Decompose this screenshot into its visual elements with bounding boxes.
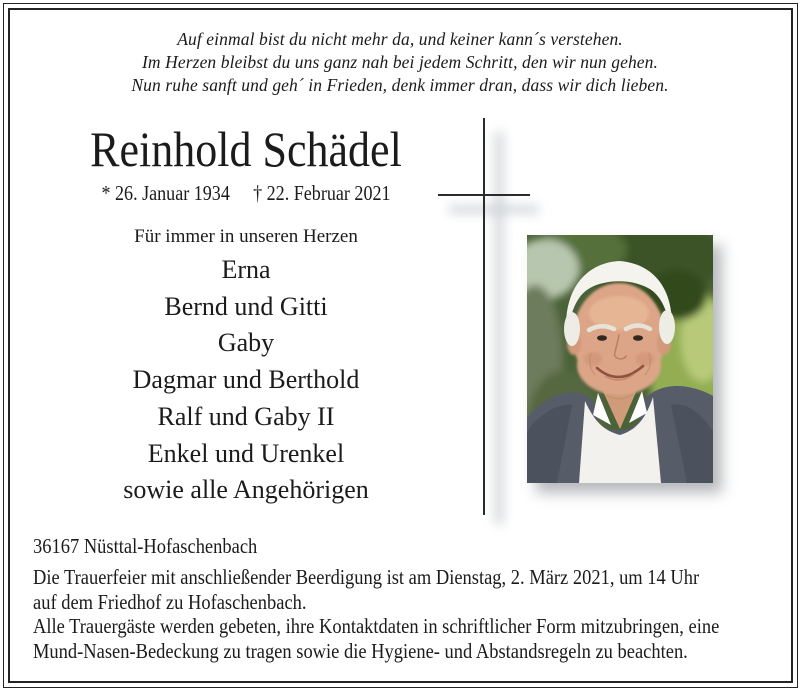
life-dates bbox=[43, 182, 449, 205]
dedication-text: Für immer in unseren Herzen bbox=[134, 226, 358, 247]
deceased-name: Reinhold Schädel bbox=[90, 121, 402, 177]
covid-info-line: Alle Trauergäste werden gebeten, ihre Kontaktdaten in schriftlicher Form mitzubringen, eine bbox=[33, 614, 720, 639]
funeral-info-line: Die Trauerfeier mit anschließender Beerdigung ist am Dienstag, 2. März 2021, um 14 Uhr bbox=[33, 565, 700, 589]
cross-shadow bbox=[493, 132, 505, 524]
verse-line: Im Herzen bleibst du uns ganz nah bei jedem Schritt, den wir nun gehen. bbox=[142, 52, 658, 72]
portrait-illustration bbox=[527, 235, 713, 483]
mourner-name: Dagmar und Berthold bbox=[132, 365, 360, 395]
verse-line: Auf einmal bist du nicht mehr da, und keiner kann´s verstehen. bbox=[177, 29, 623, 49]
memorial-cross-icon bbox=[483, 118, 485, 515]
mourners-list bbox=[10, 252, 482, 509]
mourner-name: Ralf und Gaby II bbox=[157, 401, 335, 431]
funeral-info-line: auf dem Friedhof zu Hofaschenbach. bbox=[33, 589, 307, 614]
location-text: 36167 Nüsttal-Hofaschenbach bbox=[33, 534, 258, 558]
mourner-name: Gaby bbox=[217, 328, 275, 358]
mourner-name: Enkel und Urenkel bbox=[147, 438, 345, 468]
portrait-photo bbox=[527, 235, 713, 483]
mourner-name: sowie alle Angehörigen bbox=[123, 475, 369, 505]
funeral-details bbox=[33, 534, 797, 664]
verse-line: Nun ruhe sanft und geh´ in Frieden, denk immer dran, dass wir dich lieben. bbox=[131, 75, 669, 95]
memorial-cross-icon bbox=[438, 194, 530, 196]
death-date: † 22. Februar 2021 bbox=[253, 181, 391, 205]
mourner-name: Erna bbox=[221, 255, 271, 284]
cross-shadow bbox=[449, 204, 539, 215]
mourner-name: Bernd und Gitti bbox=[164, 291, 328, 321]
covid-info-line: Mund-Nasen-Bedeckung zu tragen sowie die Hygiene- und Abstandsregeln zu beachten. bbox=[33, 639, 688, 664]
birth-date: * 26. Januar 1934 bbox=[101, 181, 230, 205]
